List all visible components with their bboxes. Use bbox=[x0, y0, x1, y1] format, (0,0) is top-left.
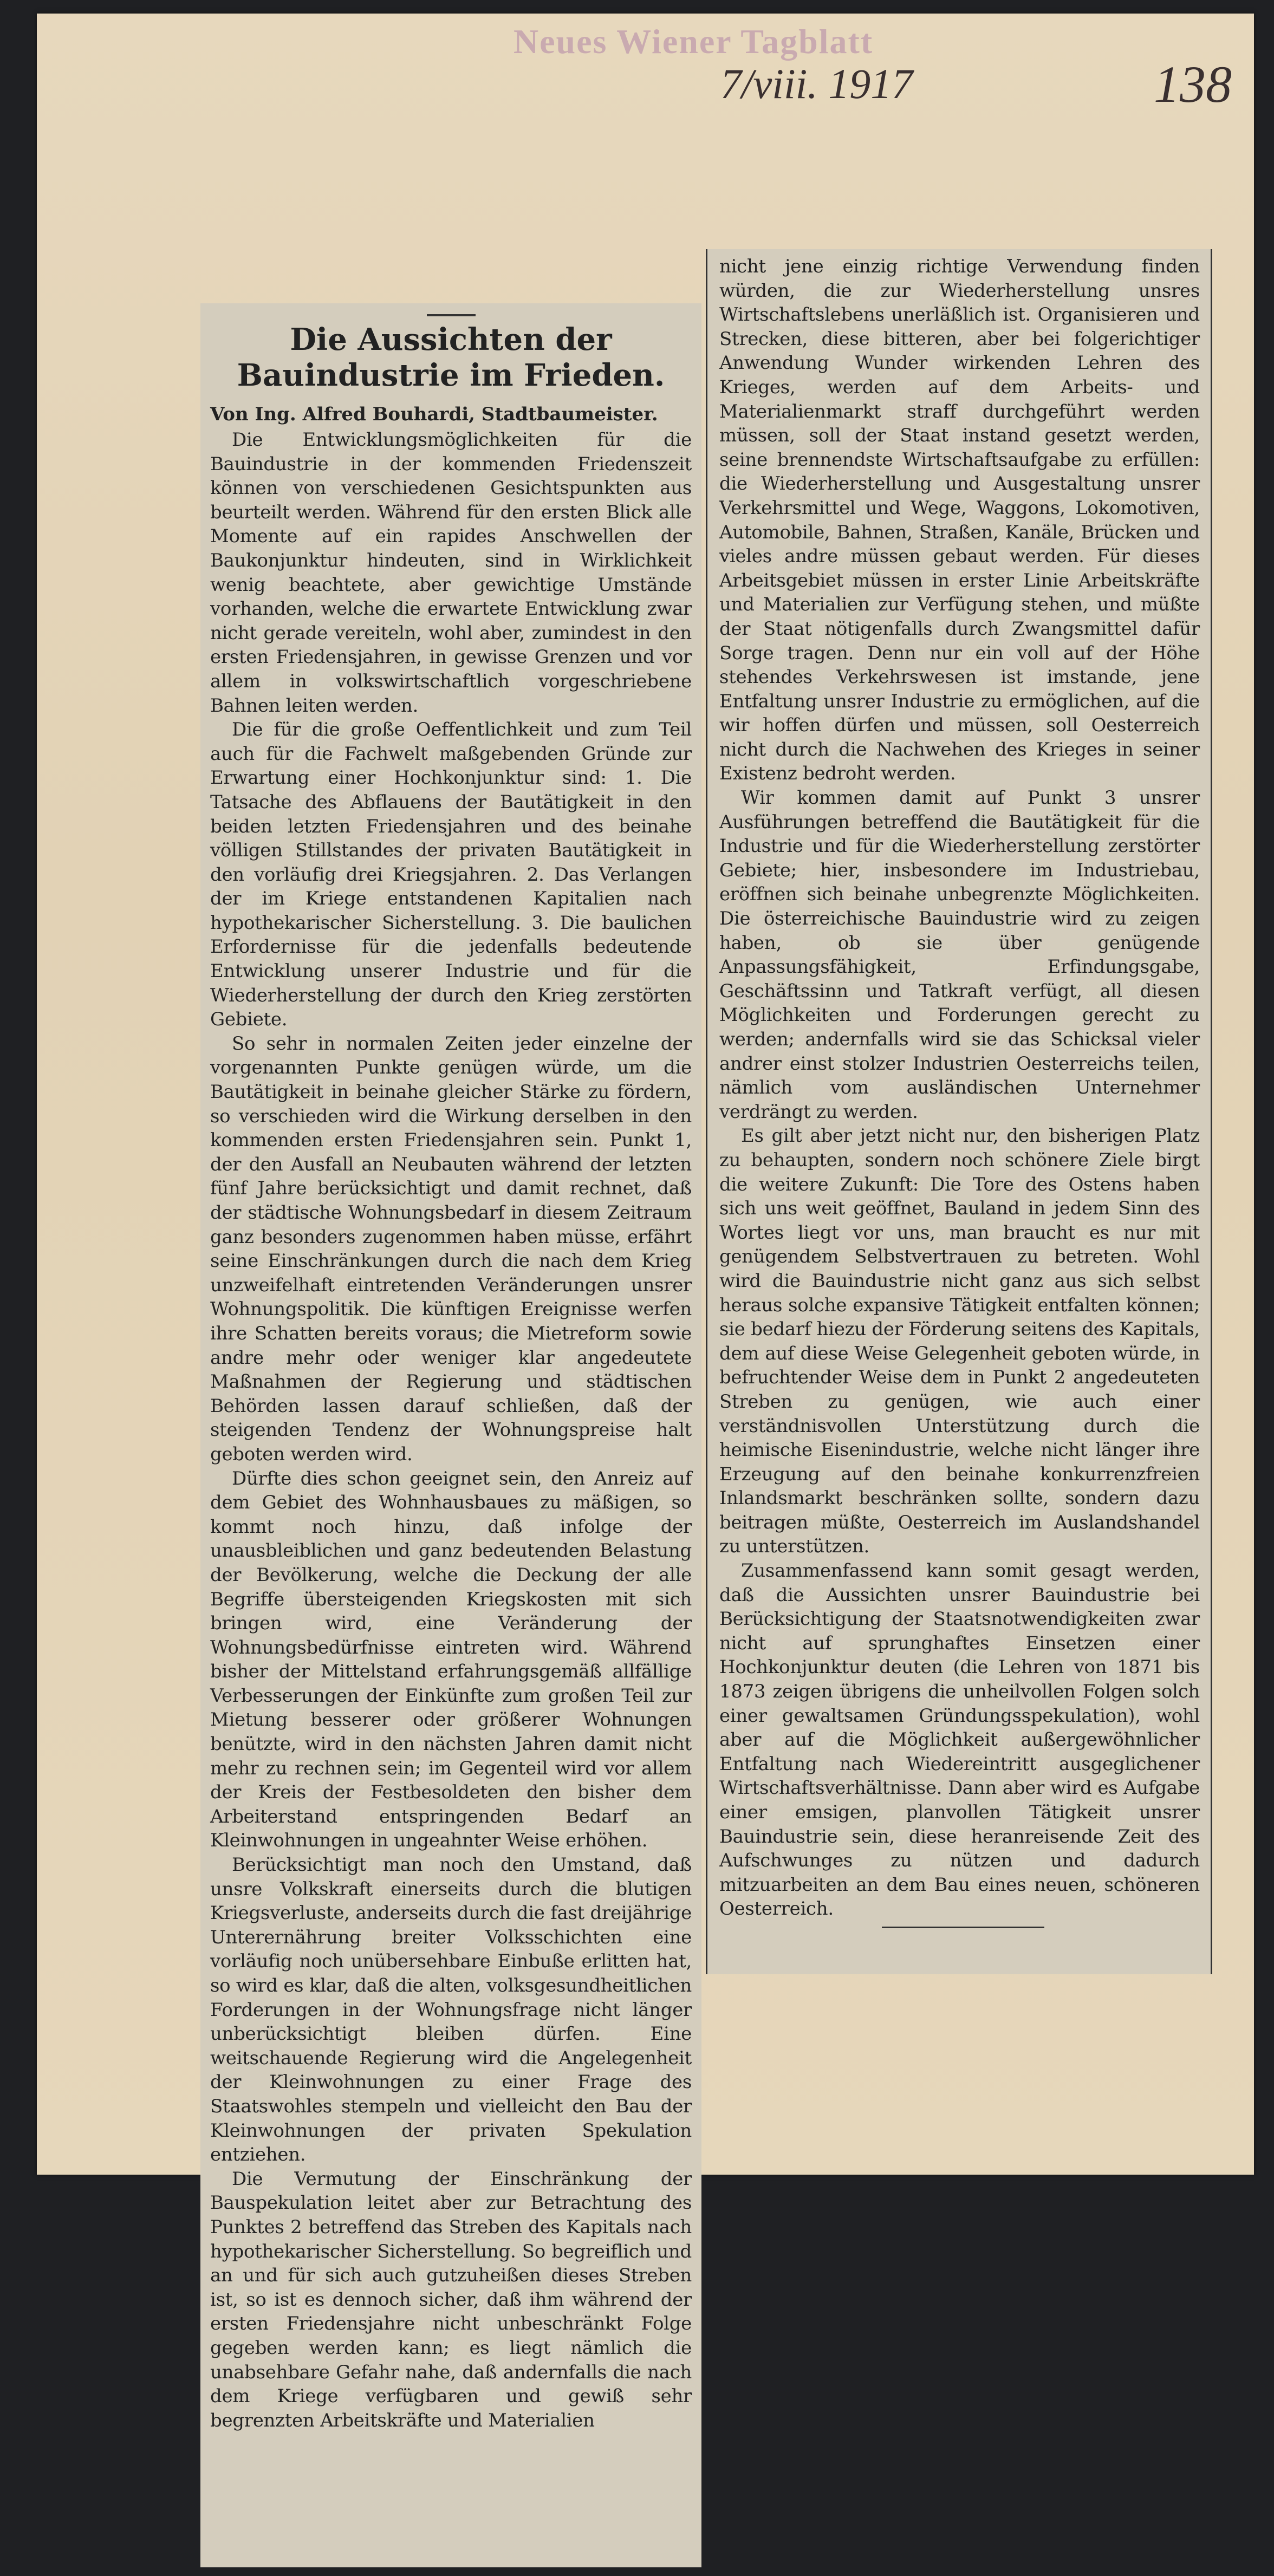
paragraph: Zusammenfassend kann somit gesagt werden, daß die Aussichten unsrer Bauindustrie bei Berücksichtigung der Staatsnotwendigkeiten zwar nicht auf sprunghaftes Einsetzen einer Hochkonjunktur deuten (die Lehren von 1871 bis 1873 zeigen übrigens die unheilvollen Folgen solch einer gewaltsamen Gründungsspekulation), wohl aber auf die Möglichkeit außergewöhnlicher Entfaltung nach Wiedereintritt ausgeglichener Wirtschaftsverhältnisse. Dann aber wird es Aufgabe einer emsigen, planvollen Tätigkeit unsrer Bauindustrie sein, diese heranreisende Zeit des Aufschwunges zu nützen und dadurch mitzuarbeiten an dem Bau eines neuen, schöneren Oesterreich. bbox=[719, 1560, 1200, 1920]
paragraph: Die Vermutung der Einschränkung der Bauspekulation leitet aber zur Betrachtung des Punktes 2 betreffend das Streben des Kapitals nach hypothekarischer Sicherstellung. So begreiflich und an und für sich auch gutzuheißen dieses Streben ist, so ist es dennoch sicher, daß ihm während der ersten Friedensjahre nicht unbeschränkt Folge gegeben werden kann; es liegt nämlich die unabsehbare Gefahr nahe, daß andernfalls die nach dem Kriege verfügbaren und gewiß sehr begrenzten Arbeitskräfte und Materialien bbox=[210, 2168, 692, 2431]
end-rule bbox=[882, 1927, 1044, 1928]
paragraph: Berücksichtigt man noch den Umstand, daß unsre Volkskraft einerseits durch die blutigen Kriegsverluste, anderseits durch die fast dreijährige Unterernährung breiter Volksschichten eine vorläufig noch unübersehbare Einbuße erlitten hat, so wird es klar, daß die alten, volksgesundheitlichen Forderungen in der Wohnungsfrage nicht länger unberücksichtigt bleiben dürfen. Eine weitschauende Regierung wird die Angelegenheit der Kleinwohnungen zu einer Frage des Staatswohles stempeln und vielleicht den Bau der Kleinwohnungen der privaten Spekulation entziehen. bbox=[210, 1854, 692, 2166]
handwritten-page-number: 138 bbox=[1154, 55, 1232, 113]
paragraph: Dürfte dies schon geeignet sein, den Anreiz auf dem Gebiet des Wohnhausbaues zu mäßigen, so kommt noch hinzu, daß infolge der unausbleiblichen und ganz bedeutenden Belastung der Bevölkerung, welche die Deckung der alle Begriffe übersteigenden Kriegskosten mit sich bringen wird, eine Veränderung der Wohnungsbedürfnisse eintreten wird. Während bisher der Mittelstand erfahrungsgemäß allfällige Verbesserungen der Einkünfte zum großen Teil zur Mietung besserer oder größerer Wohnungen benützte, wird in den nächsten Jahren damit nicht mehr zu rechnen sein; im Gegenteil wird vor allem der Kreis der Festbesoldeten den bisher dem Arbeiterstand entspringenden Bedarf an Kleinwohnungen in ungeahnter Weise erhöhen. bbox=[210, 1467, 692, 1852]
paragraph: Die für die große Oeffentlichkeit und zum Teil auch für die Fachwelt maßgebenden Gründe zur Erwartung einer Hochkonjunktur sind: 1. Die Tatsache des Abflauens der Bautätigkeit in den beiden letzten Friedensjahren und des beinahe völligen Stillstandes der privaten Bautätigkeit in den vorläufig drei Kriegsjahren. 2. Das Verlangen der im Kriege entstandenen Kapitalien nach hypothekarischer Sicherstellung. 3. Die baulichen Erfordernisse für die jedenfalls bedeutende Entwicklung unserer Industrie und für die Wiederherstellung der durch den Krieg zerstörten Gebiete. bbox=[210, 719, 692, 1031]
headline-rule bbox=[427, 314, 476, 316]
article-byline: Von Ing. Alfred Bouhardi, Stadtbaumeister. bbox=[210, 404, 658, 425]
clipping-left-column bbox=[200, 303, 701, 2567]
newspaper-stamp: Neues Wiener Tagblatt bbox=[513, 22, 874, 61]
article-headline: Die Aussichten der Bauindustrie im Frieden. bbox=[237, 322, 665, 393]
paragraph: nicht jene einzig richtige Verwendung finden würden, die zur Wiederherstellung unsres Wirtschaftslebens unerläßlich ist. Organisieren und Strecken, diese bitteren, aber bei folgerichtiger Anwendung Wunder wirkenden Lehren des Krieges, werden auf dem Arbeits- und Materialienmarkt straff durchgeführt werden müssen, soll der Staat instand gesetzt werden, seine brennendste Wirtschaftsaufgabe zu erfüllen: die Wiederherstellung und Ausgestaltung unsrer Verkehrsmittel und Wege, Waggons, Lokomotiven, Automobile, Bahnen, Straßen, Kanäle, Brücken und vieles andre müssen gebaut werden. Für dieses Arbeitsgebiet müssen in erster Linie Arbeitskräfte und Materialien zur Verfügung stehen, und müßte der Staat nötigenfalls durch Zwangsmittel dafür Sorge tragen. Denn nur ein voll auf der Höhe stehendes Verkehrswesen ist imstande, jene Entfaltung unsrer Industrie zu ermöglichen, auf die wir hoffen dürfen und müssen, soll Oesterreich nicht durch die Nachwehen des Krieges in seiner Existenz bedroht werden. bbox=[719, 256, 1200, 785]
paragraph: Wir kommen damit auf Punkt 3 unsrer Ausführungen betreffend die Bautätigkeit für die Industrie und für die Wiederherstellung zerstörter Gebiete; hier, insbesondere im Industriebau, eröffnen sich beinahe unbegrenzte Möglichkeiten. Die österreichische Bauindustrie wird zu zeigen haben, ob sie über genügende Anpassungsfähigkeit, Erfindungsgabe, Geschäftssinn und Tatkraft verfügt, all diesen Möglichkeiten und Forderungen gerecht zu werden; andernfalls wird sie das Schicksal vieler andrer einst stolzer Industrien Oesterreichs teilen, nämlich vom ausländischen Unternehmer verdrängt zu werden. bbox=[719, 787, 1200, 1123]
paragraph: Die Entwicklungsmöglichkeiten für die Bauindustrie in der kommenden Friedenszeit können von verschiedenen Gesichtspunkten aus beurteilt werden. Während für den ersten Blick alle Momente auf ein rapides Anschwellen der Baukonjunktur hindeuten, sind in Wirklichkeit wenig beachtete, aber gewichtige Umstände vorhanden, welche die erwartete Entwicklung zwar nicht gerade vereiteln, wohl aber, zumindest in den ersten Friedensjahren, in gewisse Grenzen und vor allem in volkswirtschaftlich vorgeschriebene Bahnen leiten werden. bbox=[210, 429, 692, 717]
paragraph: Es gilt aber jetzt nicht nur, den bisherigen Platz zu behaupten, sondern noch schönere Ziele birgt die weitere Zukunft: Die Tore des Ostens haben sich uns weit geöffnet, Bauland in jedem Sinn des Wortes liegt vor uns, man braucht es nur mit genügendem Selbstvertrauen zu betreten. Wohl wird die Bauindustrie nicht ganz aus sich selbst heraus solche expansive Tätigkeit entfalten können; sie bedarf hiezu der Förderung seitens des Kapitals, dem auf diese Weise Gelegenheit geboten würde, in befruchtender Weise dem in Punkt 2 angedeuteten Streben zu genügen, wie auch einer verständnisvollen Unterstützung durch die heimische Eisenindustrie, welche nicht länger ihre Erzeugung auf den beinahe konkurrenzfreien Inlandsmarkt beschränken sollte, sondern dazu beitragen müßte, Oesterreich im Auslandshandel zu unterstützen. bbox=[719, 1125, 1200, 1558]
paragraph: So sehr in normalen Zeiten jeder einzelne der vorgenannten Punkte genügen würde, um die Bautätigkeit in beinahe gleicher Stärke zu fördern, so verschieden wird die Wirkung derselben in den kommenden ersten Friedensjahren sein. Punkt 1, der den Ausfall an Neubauten während der letzten fünf Jahre berücksichtigt und damit rechnet, daß der städtische Wohnungsbedarf in diesem Zeitraum ganz besonders zugenommen haben müsse, erfährt seine Einschränkungen durch die nach dem Krieg unzweifelhaft eintretenden Veränderungen unsrer Wohnungspolitik. Die künftigen Ereignisse werfen ihre Schatten bereits voraus; die Mietreform sowie andre mehr oder weniger klar angedeutete Maßnahmen der Regierung und städtischen Behörden lassen darauf schließen, daß der steigenden Tendenz der Wohnungspreise halt geboten werden wird. bbox=[210, 1032, 692, 1465]
clipping-right-column bbox=[706, 249, 1212, 1974]
handwritten-date: 7/viii. 1917 bbox=[720, 60, 913, 107]
